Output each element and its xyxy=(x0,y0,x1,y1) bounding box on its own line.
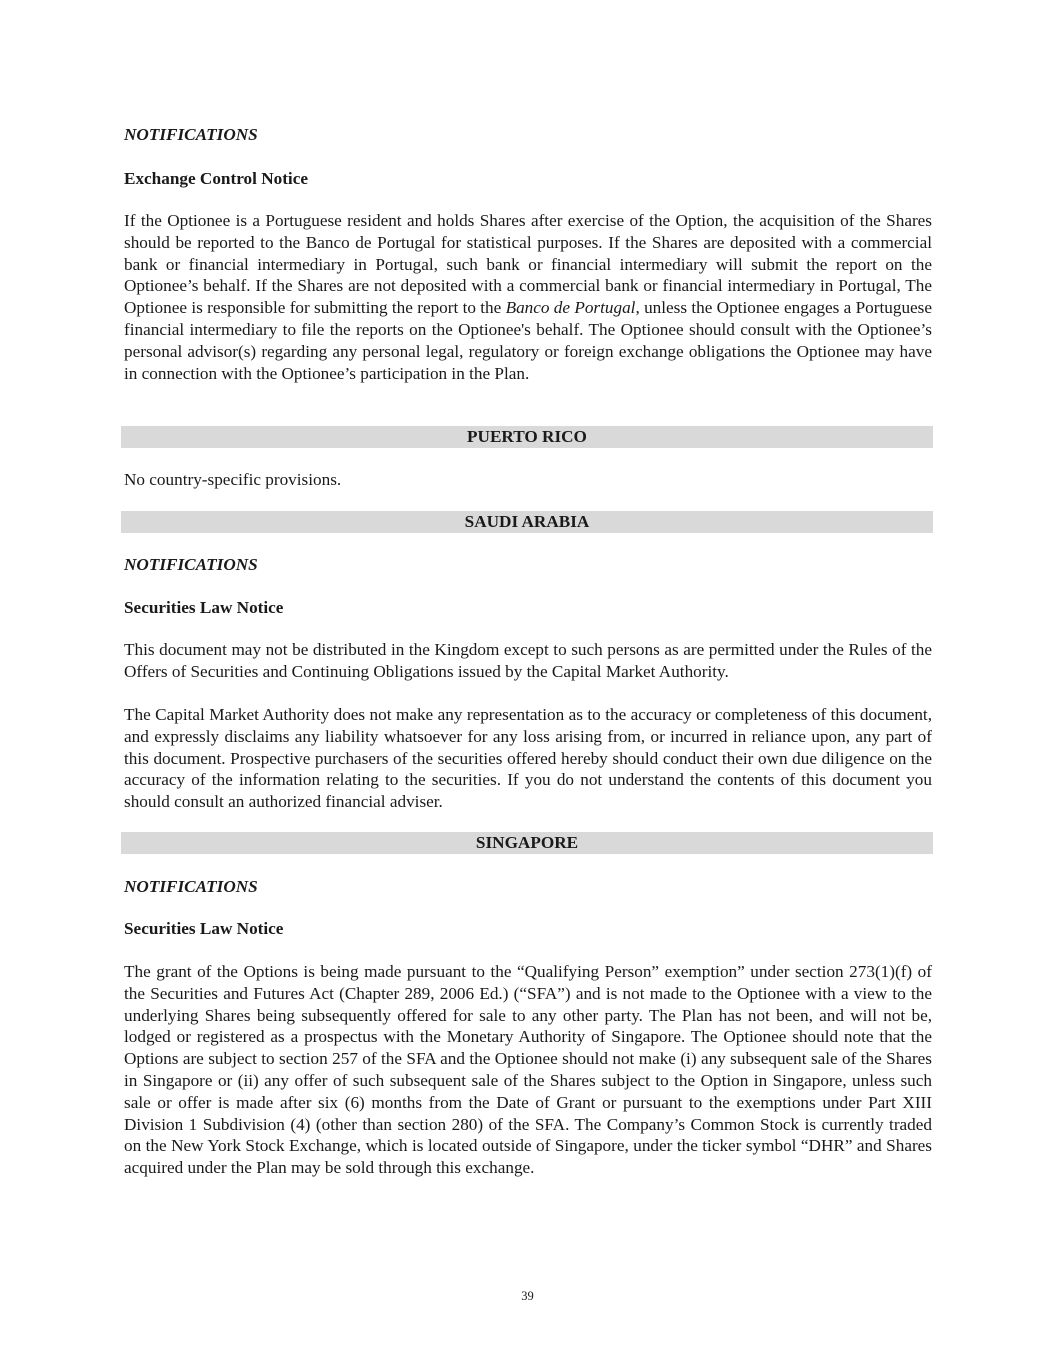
exchange-control-text-part-1: If the Optionee is a Portuguese resident and holds Shares after exercise of the Option, the acquisition of the Shares should be reported to the Banco de Portugal for statistical purposes. If the Shares are deposited with a commercial bank or financial intermediary in Portugal, such bank or financial intermediary will submit the report on the Optionee’s behalf. If the Shares are not deposited with a commercial bank or financial intermediary in Portugal, The Optionee is responsible for submitting the report to the xyxy=(124,211,932,318)
securities-law-heading-saudi-arabia: Securities Law Notice xyxy=(124,598,284,617)
notifications-heading-saudi-arabia: NOTIFICATIONS xyxy=(124,555,258,574)
notifications-heading-portugal: NOTIFICATIONS xyxy=(124,125,258,144)
section-band-saudi-arabia: SAUDI ARABIA xyxy=(121,511,933,533)
page-number: 39 xyxy=(521,1289,534,1303)
saudi-arabia-paragraph-1: This document may not be distributed in the Kingdom except to such persons as are permitted under the Rules of the Offers of Securities and Continuing Obligations issued by the Capital Market Authority. xyxy=(124,640,932,681)
securities-law-heading-singapore: Securities Law Notice xyxy=(124,919,284,938)
puerto-rico-text: No country-specific provisions. xyxy=(124,470,342,489)
notifications-heading-singapore: NOTIFICATIONS xyxy=(124,877,258,896)
singapore-paragraph-1: The grant of the Options is being made pursuant to the “Qualifying Person” exemption” under section 273(1)(f) of the Securities and Futures Act (Chapter 289, 2006 Ed.) (“SFA”) and is not made to the Optionee with a view to the underlying Shares being subsequently offered for sale to any other party. The Plan has not been, and will not be, lodged or registered as a prospectus with the Monetary Authority of Singapore. The Optionee should note that the Options are subject to section 257 of the SFA and the Optionee should not make (i) any subsequent sale of the Shares in Singapore or (ii) any offer of such subsequent sale of the Shares subject to the Option in Singapore, unless such sale or offer is made after six (6) months from the Date of Grant or pursuant to the exemptions under Part XIII Division 1 Subdivision (4) (other than section 280) of the SFA. The Company’s Common Stock is currently traded on the New York Stock Exchange, which is located outside of Singapore, under the ticker symbol “DHR” and Shares acquired under the Plan may be sold through this exchange. xyxy=(124,962,932,1178)
section-band-singapore: SINGAPORE xyxy=(121,832,933,854)
banco-de-portugal-italic: Banco de Portugal xyxy=(505,298,636,318)
exchange-control-heading: Exchange Control Notice xyxy=(124,169,308,188)
exchange-control-paragraph xyxy=(124,210,932,384)
exchange-control-text-part-2: , unless the Optionee engages a Portuguese financial intermediary to file the reports on the Optionee's behalf. The Optionee should consult with the Optionee’s personal advisor(s) regarding any personal legal, regulatory or foreign exchange obligations the Optionee may have in connection with the Optionee’s participation in the Plan. xyxy=(124,298,932,383)
section-band-puerto-rico: PUERTO RICO xyxy=(121,426,933,448)
saudi-arabia-paragraph-2: The Capital Market Authority does not make any representation as to the accuracy or completeness of this document, and expressly disclaims any liability whatsoever for any loss arising from, or incurred in reliance upon, any part of this document. Prospective purchasers of the securities offered hereby should conduct their own due diligence on the accuracy of the information relating to the securities. If you do not understand the contents of this document you should consult an authorized financial adviser. xyxy=(124,705,932,812)
